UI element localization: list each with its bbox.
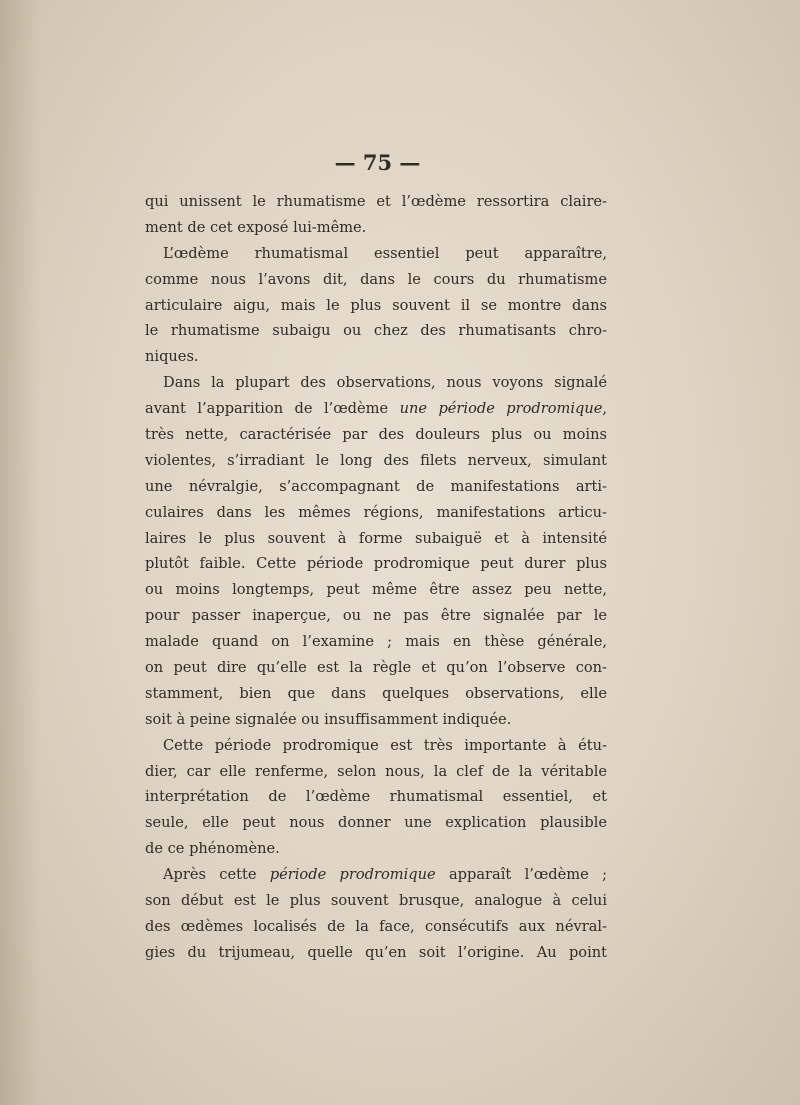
text-line: son début est le plus souvent brusque, analogue à celui bbox=[145, 892, 607, 910]
text-line: soit à peine signalée ou insuffisamment indiquée. bbox=[145, 710, 512, 728]
body-text bbox=[145, 189, 607, 966]
text-line: Dans la plupart des observations, nous voyons signalé bbox=[163, 374, 607, 392]
text-line: de ce phénomène. bbox=[145, 840, 280, 858]
text-line: comme nous l’avons dit, dans le cours du rhumatisme bbox=[145, 270, 607, 288]
text-line: interprétation de l’œdème rhumatismal essentiel, et bbox=[145, 788, 607, 806]
text-line: culaires dans les mêmes régions, manifestations articu- bbox=[145, 503, 607, 521]
text-line: Cette période prodromique est très importante à étu- bbox=[163, 736, 607, 754]
text-line: malade quand on l’examine ; mais en thèse générale, bbox=[145, 633, 607, 651]
text-line: violentes, s’irradiant le long des filets nerveux, simulant bbox=[145, 451, 607, 469]
text-line bbox=[145, 862, 607, 888]
text-segment: , bbox=[602, 400, 607, 418]
text-line: une névralgie, s’accompagnant de manifestations arti- bbox=[145, 477, 607, 495]
text-line: on peut dire qu’elle est la règle et qu’on l’observe con- bbox=[145, 659, 607, 677]
text-line: très nette, caractérisée par des douleurs plus ou moins bbox=[145, 426, 607, 444]
italic-phrase: une période prodromique bbox=[399, 400, 603, 418]
text-line: laires le plus souvent à forme subaiguë et à intensité bbox=[145, 529, 607, 547]
text-line: pour passer inaperçue, ou ne pas être signalée par le bbox=[145, 607, 607, 625]
text-line: le rhumatisme subaigu ou chez des rhumatisants chro- bbox=[145, 322, 607, 340]
italic-phrase: période prodromique bbox=[269, 866, 436, 884]
text-segment: Après cette bbox=[163, 866, 270, 884]
text-line: dier, car elle renferme, selon nous, la clef de la véritable bbox=[145, 762, 607, 780]
text-line: L’œdème rhumatismal essentiel peut apparaître, bbox=[163, 244, 607, 262]
text-line: ment de cet exposé lui-même. bbox=[145, 218, 367, 236]
text-line: des œdèmes localisés de la face, consécutifs aux névral- bbox=[145, 917, 607, 935]
text-line bbox=[145, 396, 607, 422]
text-line: stamment, bien que dans quelques observations, elle bbox=[145, 684, 607, 702]
text-line: qui unissent le rhumatisme et l’œdème ressortira claire- bbox=[145, 193, 607, 210]
text-line: articulaire aigu, mais le plus souvent il se montre dans bbox=[145, 296, 607, 314]
text-segment: apparaît l’œdème ; bbox=[435, 866, 607, 884]
text-line: plutôt faible. Cette période prodromique peut durer plus bbox=[145, 555, 607, 573]
text-line: gies du trijumeau, quelle qu’en soit l’origine. Au point bbox=[145, 943, 607, 961]
text-line: seule, elle peut nous donner une explication plausible bbox=[145, 814, 607, 832]
text-line: ou moins longtemps, peut même être assez peu nette, bbox=[145, 581, 607, 599]
text-segment: avant l’apparition de l’œdème bbox=[145, 400, 400, 418]
text-line: niques. bbox=[145, 348, 199, 366]
page-number: — 75 — bbox=[334, 150, 421, 175]
